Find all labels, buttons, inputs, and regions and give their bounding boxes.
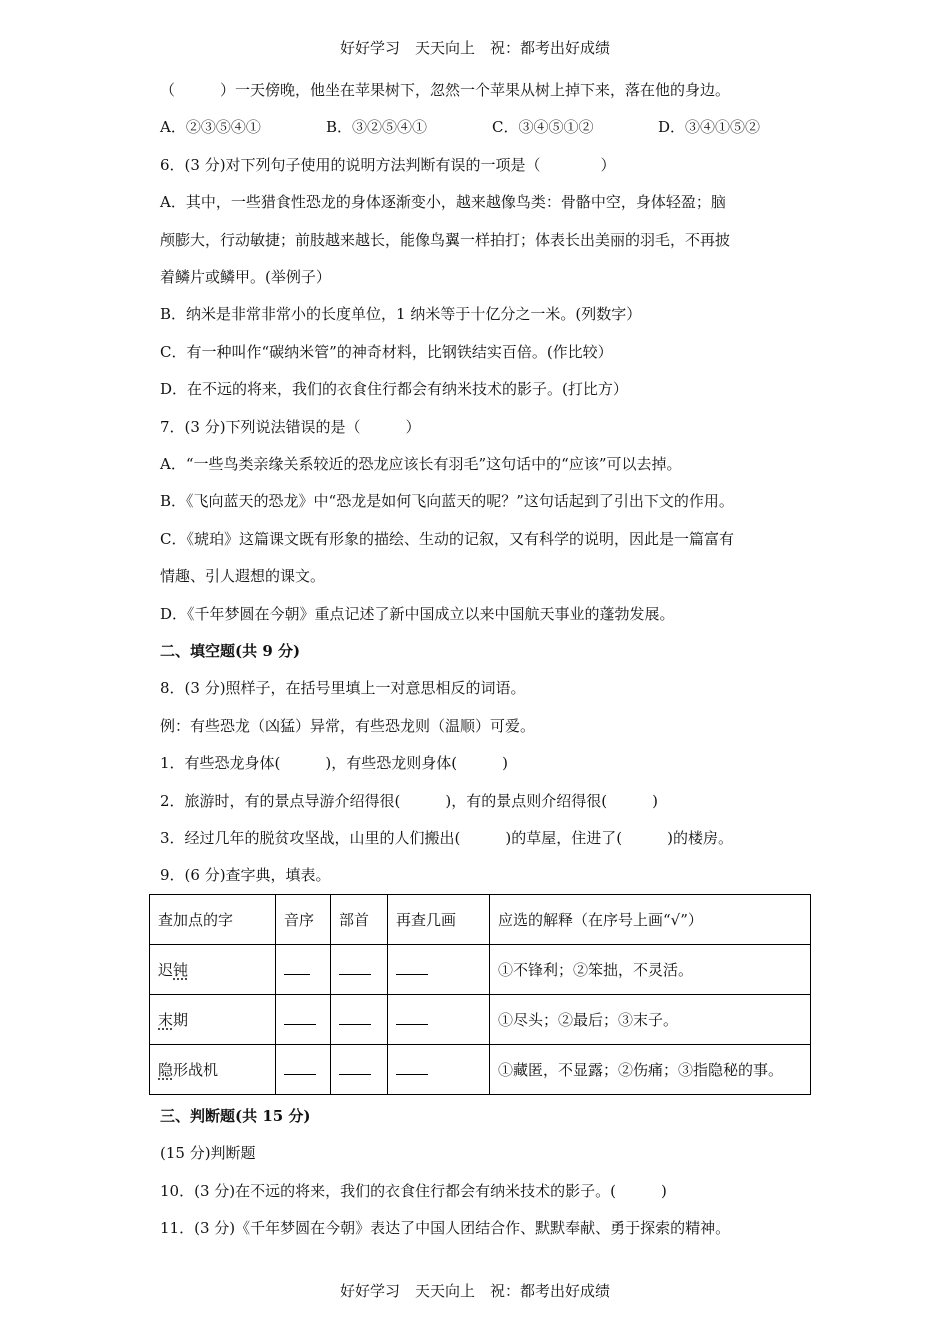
table-header-row (150, 895, 811, 945)
word-cell (150, 1045, 276, 1095)
q8-item-3[interactable]: 3．经过几年的脱贫攻坚战，山里的人们搬出( )的草屋，住进了( )的楼房。 (160, 829, 733, 847)
q8-example: 例：有些恐龙（凶猛）异常，有些恐龙则（温顺）可爱。 (160, 717, 536, 735)
table-row (150, 1045, 811, 1095)
answer-blank[interactable] (276, 1045, 331, 1095)
table-header-cell: 部首 (331, 895, 388, 945)
q7-option-d[interactable]: D．《千年梦圆在今朝》重点记述了新中国成立以来中国航天事业的蓬勃发展。 (160, 605, 675, 623)
answer-blank[interactable] (388, 945, 490, 995)
q7-option-c-cont: 情趣、引人遐想的课文。 (160, 567, 326, 585)
q10-item[interactable]: 10．(3 分)在不远的将来，我们的衣食住行都会有纳米技术的影子。( ) (160, 1182, 667, 1200)
answer-blank[interactable] (388, 995, 490, 1045)
q6-option-d[interactable]: D．在不远的将来，我们的衣食住行都会有纳米技术的影子。(打比方） (160, 380, 628, 398)
word-cell (150, 995, 276, 1045)
table-header-cell: 查加点的字 (150, 895, 276, 945)
q8-stem: 8．(3 分)照样子，在括号里填上一对意思相反的词语。 (160, 679, 526, 697)
section-heading-judge: 三、判断题(共 15 分) (160, 1107, 311, 1125)
q7-option-a[interactable]: A．“一些鸟类亲缘关系较近的恐龙应该长有羽毛”这句话中的“应该”可以去掉。 (160, 455, 682, 473)
q5-tail: （ ）一天傍晚，他坐在苹果树下，忽然一个苹果从树上掉下来，落在他的身边。 (160, 81, 731, 99)
q6-option-a-cont: 颅膨大，行动敏捷；前肢越来越长，能像鸟翼一样拍打；体表长出美丽的羽毛，不再披 (160, 231, 731, 249)
q11-item[interactable]: 11．(3 分)《千年梦圆在今朝》表达了中国人团结合作、默默奉献、勇于探索的精神。 (160, 1219, 731, 1237)
q5-option-b[interactable]: B．③②⑤④① (326, 118, 428, 136)
q8-item-1[interactable]: 1．有些恐龙身体( )，有些恐龙则身体( ) (160, 754, 508, 772)
answer-blank[interactable] (331, 1045, 388, 1095)
section-heading-fill: 二、填空题(共 9 分) (160, 642, 301, 660)
page-header: 好好学习 天天向上 祝：都考出好成绩 (339, 39, 610, 57)
q5-option-a[interactable]: A．②③⑤④① (160, 118, 261, 136)
page-footer: 好好学习 天天向上 祝：都考出好成绩 (339, 1282, 610, 1300)
answer-blank[interactable] (388, 1045, 490, 1095)
q6-option-b[interactable]: B．纳米是非常非常小的长度单位，1 纳米等于十亿分之一米。(列数字） (160, 305, 642, 323)
judge-intro: (15 分)判断题 (160, 1144, 256, 1162)
q5-options (160, 116, 760, 138)
q9-stem: 9．(6 分)查字典，填表。 (160, 866, 331, 884)
table-row (150, 995, 811, 1045)
dotted-char: 隐 (158, 1061, 174, 1079)
q5-option-c[interactable]: C．③④⑤①② (492, 118, 594, 136)
q6-option-a-cont: 着鳞片或鳞甲。(举例子） (160, 268, 331, 286)
table-row (150, 945, 811, 995)
word-text: 期 (173, 1011, 189, 1029)
answer-blank[interactable] (276, 945, 331, 995)
table-header-cell: 再查几画 (388, 895, 490, 945)
explanation-cell[interactable]: ①不锋利；②笨拙，不灵活。 (490, 945, 811, 995)
table-header-cell: 应选的解释（在序号上画“√”） (490, 895, 811, 945)
q7-option-b[interactable]: B．《飞向蓝天的恐龙》中“恐龙是如何飞向蓝天的呢？”这句话起到了引出下文的作用。 (160, 492, 734, 510)
answer-blank[interactable] (331, 945, 388, 995)
q7-option-c[interactable]: C．《琥珀》这篇课文既有形象的描绘、生动的记叙，又有科学的说明，因此是一篇富有 (160, 530, 734, 548)
q6-option-c[interactable]: C．有一种叫作“碳纳米管”的神奇材料，比钢铁结实百倍。(作比较） (160, 343, 613, 361)
explanation-cell[interactable]: ①尽头；②最后；③末子。 (490, 995, 811, 1045)
q7-stem: 7．(3 分)下列说法错误的是（ ） (160, 418, 421, 436)
q6-stem: 6．(3 分)对下列句子使用的说明方法判断有误的一项是（ ） (160, 156, 616, 174)
table-header-cell: 音序 (276, 895, 331, 945)
q6-option-a[interactable]: A．其中，一些猎食性恐龙的身体逐渐变小，越来越像鸟类：骨骼中空，身体轻盈；脑 (160, 193, 726, 211)
word-text: 迟 (158, 961, 174, 979)
answer-blank[interactable] (276, 995, 331, 1045)
q8-item-2[interactable]: 2．旅游时，有的景点导游介绍得很( )，有的景点则介绍得很( ) (160, 792, 658, 810)
q5-option-d[interactable]: D．③④①⑤② (658, 118, 761, 136)
answer-blank[interactable] (331, 995, 388, 1045)
explanation-cell[interactable]: ①藏匿，不显露；②伤痛；③指隐秘的事。 (490, 1045, 811, 1095)
word-text: 形战机 (173, 1061, 219, 1079)
word-cell (150, 945, 276, 995)
dotted-char: 钝 (173, 961, 189, 979)
dotted-char: 末 (158, 1011, 174, 1029)
q9-table (149, 894, 811, 1095)
